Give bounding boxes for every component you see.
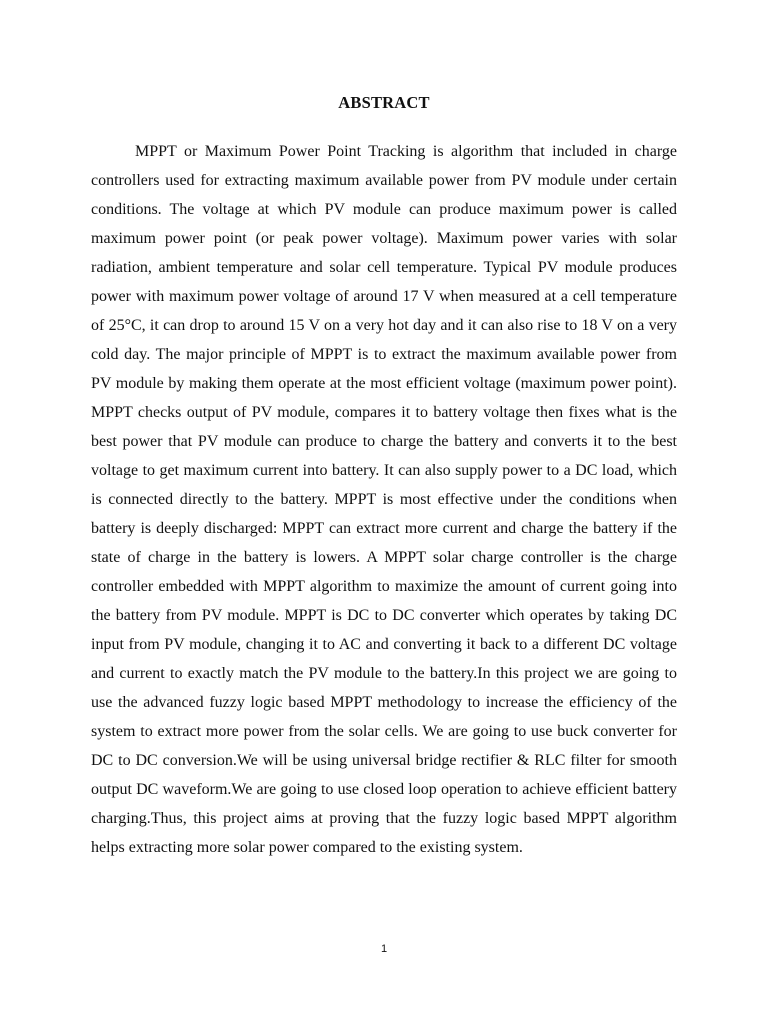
abstract-paragraph: MPPT or Maximum Power Point Tracking is algorithm that included in charge controllers used for extracting maximum available power from PV module under certain conditions. The voltage at which PV module can produce maximum power is called maximum power point (or peak power voltage). Maximum power varies with solar radiation, ambient temperature and solar cell temperature. Typical PV module produces power with maximum power voltage of around 17 V when measured at a cell temperature of 25°C, it can drop to around 15 V on a very hot day and it can also rise to 18 V on a very cold day. The major principle of MPPT is to extract the maximum available power from PV module by making them operate at the most efficient voltage (maximum power point). MPPT checks output of PV module, compares it to battery voltage then fixes what is the best power that PV module can produce to charge the battery and converts it to the best voltage to get maximum current into battery. It can also supply power to a DC load, which is connected directly to the battery. MPPT is most effective under the conditions when battery is deeply discharged: MPPT can extract more current and charge the battery if the state of charge in the battery is lowers. A MPPT solar charge controller is the charge controller embedded with MPPT algorithm to maximize the amount of current going into the battery from PV module. MPPT is DC to DC converter which operates by taking DC input from PV module, changing it to AC and converting it back to a different DC voltage and current to exactly match the PV module to the battery.In this project we are going to use the advanced fuzzy logic based MPPT methodology to increase the efficiency of the system to extract more power from the solar cells. We are going to use buck converter for DC to DC conversion.We will be using universal bridge rectifier & RLC filter for smooth output DC waveform.We are going to use closed loop operation to achieve efficient battery charging.Thus, this project aims at proving that the fuzzy logic based MPPT algorithm helps extracting more solar power compared to the existing system.: [91, 143, 677, 856]
page-number: 1: [380, 943, 388, 955]
abstract-heading: ABSTRACT: [338, 93, 430, 112]
